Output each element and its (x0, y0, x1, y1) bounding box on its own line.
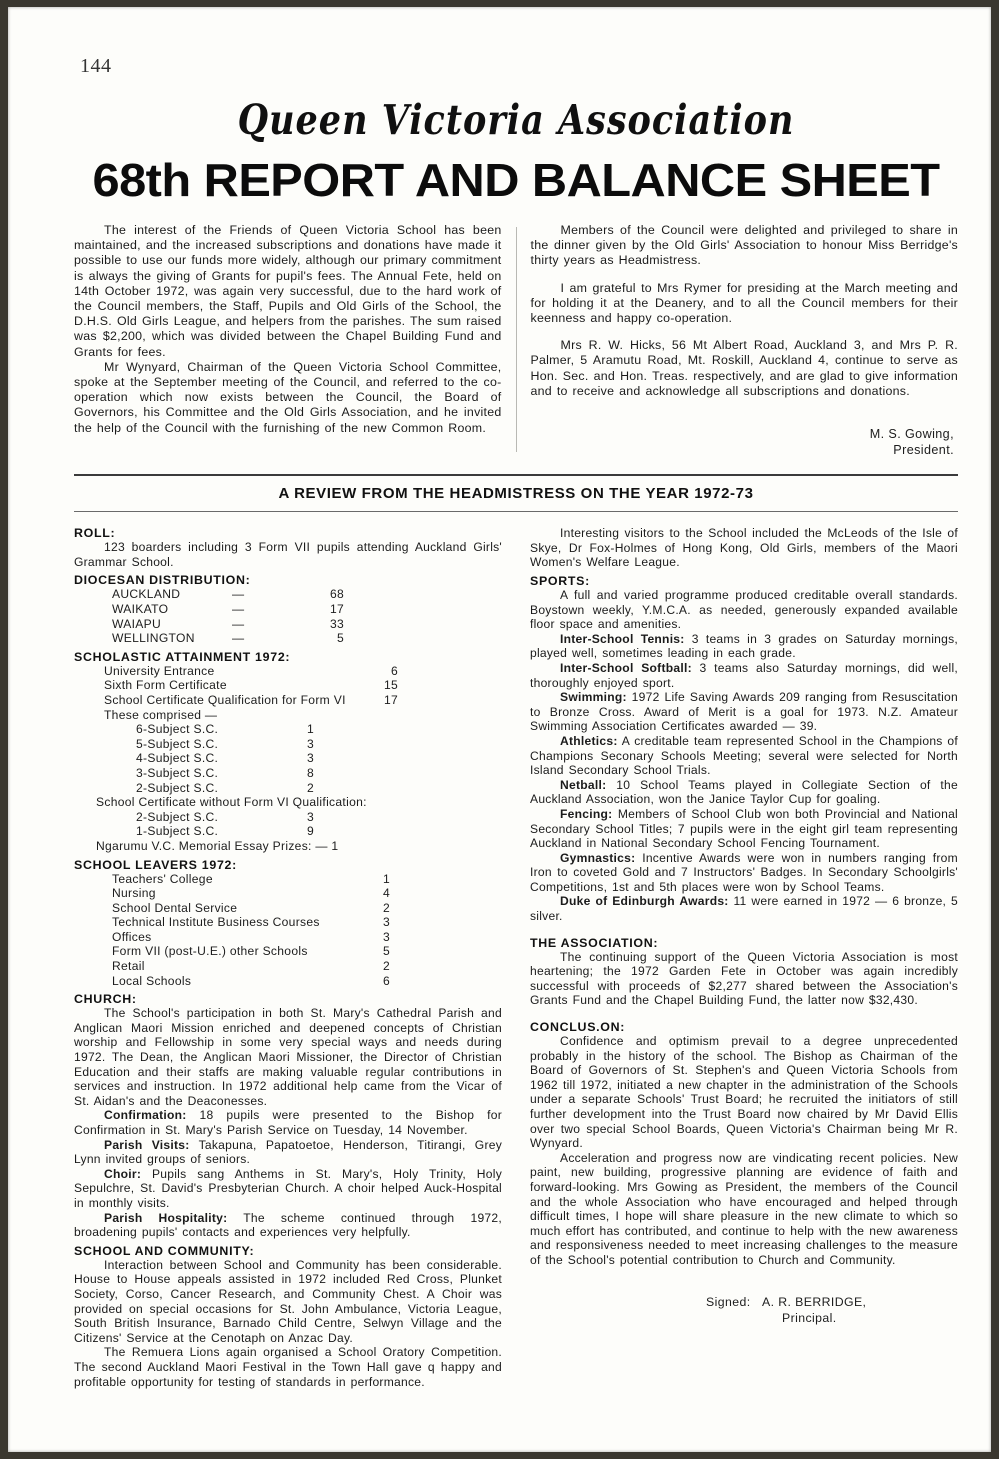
paragraph-text: The scheme continued through 1972, broadening pupils' contacts and experiences very helpfully. (74, 1210, 502, 1240)
paragraph: Interaction between School and Community has been considerable. House to House appeals assisted in 1972 included Red Cross, Plunket Society, Corso, Cancer Research, and Community Chest. A Choir was provided on special occasions for St. John Ambulance, Victoria League, South British Insurance, Barnado Child Centre, Selwyn Village and the Citizens' Service at the Cenotaph on Anzac Day. (74, 1257, 502, 1345)
paragraph-lead: Choir: (104, 1166, 142, 1181)
review-left-column (74, 526, 516, 1389)
row-name: 1-Subject S.C. (136, 824, 219, 839)
row-value: 3 (382, 929, 390, 944)
paragraph-text: 3 teams also Saturday mornings, did well, thoroughly enjoyed sport. (530, 660, 958, 690)
list-item (74, 737, 502, 752)
presidents-report-left-column (74, 223, 516, 458)
paragraph (530, 734, 958, 778)
row-name: 2-Subject S.C. (136, 809, 219, 824)
paragraph (530, 632, 958, 661)
presidents-report (74, 223, 958, 458)
row-value: 8 (306, 765, 314, 780)
row-dash: — (232, 631, 245, 646)
review-section-band (74, 474, 958, 512)
paragraph-lead: Duke of Edinburgh Awards: (560, 894, 729, 909)
president-signature (531, 427, 959, 458)
row-name: School Certificate Qualification for Form VI (104, 692, 346, 707)
paragraph: The School's participation in both St. Mary's Cathedral Parish and Anglican Maori Mission enriched and deepened concepts of Christian worship and Fellowship in some very special ways and needs during 1972. The Dean, the Anglican Maori Missioner, the Director of Christian Education and their staffs are making valuable regular contributions in services and instruction. In 1972 additional help came from the Vicar of St. Aidan's and the Deaconesses. (74, 1006, 502, 1108)
principal-signature (530, 1294, 958, 1326)
list-item (74, 886, 502, 901)
list-item (74, 631, 502, 646)
page-content (74, 55, 958, 1389)
scholastic-attainment-list (74, 664, 502, 708)
list-item (74, 901, 502, 916)
paragraph (530, 894, 958, 923)
row-value: 2 (382, 900, 390, 915)
row-value: 3 (306, 751, 314, 766)
comprised-label: These comprised — (104, 707, 218, 722)
paragraph-lead: Inter-School Softball: (560, 660, 692, 675)
paragraph: Mrs R. W. Hicks, 56 Mt Albert Road, Auckland 3, and Mrs P. R. Palmer, 5 Aramutu Road, Mt. Roskill, Auckland 4, continue to serve as Hon. Sec. and Hon. Treas. respectively, and are glad to give information and to receive and acknowledge all subscriptions and donations. (530, 338, 958, 398)
row-dash: — (232, 602, 245, 616)
list-item (74, 751, 502, 766)
signature-name: M. S. Gowing, (869, 427, 954, 442)
row-value: 6 (390, 663, 398, 678)
paragraph (74, 1138, 502, 1167)
paragraph: I am grateful to Mrs Rymer for presiding at the March meeting and for holding it at the Deanery, and to all the Council members for their keenness and happy co-operation. (530, 280, 958, 326)
paragraph-lead: Parish Hospitality: (104, 1210, 228, 1225)
row-value: 5 (336, 631, 344, 646)
list-item (74, 781, 502, 796)
list-item (74, 872, 502, 887)
row-value: 2 (382, 959, 390, 974)
paragraph-lead: Gymnastics: (560, 850, 636, 865)
review-right-column (516, 526, 958, 1389)
paragraph: 123 boarders including 3 Form VII pupils attending Auckland Girls' Grammar School. (74, 540, 502, 569)
row-value: 9 (306, 824, 314, 839)
report-title: 68th REPORT AND BALANCE SHEET (92, 154, 940, 206)
paragraph-lead: Netball: (560, 777, 607, 792)
section-heading-diocesan: DIOCESAN DISTRIBUTION: (74, 573, 251, 588)
paragraph-text: 1972 Life Saving Awards 209 ranging from Resuscitation to Bronze Cross. Award of Merit is a goal for 1973. N.Z. Amateur Swimming Association Certificates awarded — 39. (530, 690, 958, 734)
row-name: AUCKLAND (112, 587, 181, 602)
row-name: 6-Subject S.C. (136, 722, 219, 737)
row-name: WAIAPU (112, 616, 162, 631)
signed-line (706, 1294, 958, 1310)
list-item (74, 944, 502, 959)
section-heading-roll: ROLL: (74, 526, 116, 541)
association-name: Queen Victoria Association (237, 96, 795, 145)
row-value: 3 (382, 915, 390, 930)
paragraph (530, 851, 958, 895)
signed-label: Signed: (706, 1294, 751, 1309)
signed-role: Principal. (782, 1310, 837, 1325)
paragraph (530, 661, 958, 690)
paragraph: The interest of the Friends of Queen Victoria School has been maintained, and the increased subscriptions and donations have made it possible to use our funds more widely, although our primary commitment is always the giving of Grants for pupil's fees. The Annual Fete, held on 14th October 1972, was again very successful, due to the hard work of the Council members, the Staff, Pupils and Old Girls of the School, the D.H.S. Old Girls League, and helpers from the parishes. The sum raised was $2,200, which was divided between the Chapel Building Fund and Grants for fees. (74, 223, 502, 359)
section-heading-conclusion: CONCLUS.ON: (530, 1020, 626, 1035)
signature-role: President. (893, 442, 954, 457)
list-item (74, 664, 502, 679)
section-heading-church: CHURCH: (74, 992, 137, 1007)
list-item (74, 587, 502, 602)
row-name: School Dental Service (112, 900, 238, 915)
list-item (74, 974, 502, 989)
paragraph: Members of the Council were delighted and privileged to share in the dinner given by the Old Girls' Association to honour Miss Berridge's thirty years as Headmistress. (530, 223, 958, 268)
list-item (74, 810, 502, 825)
paragraph (530, 778, 958, 807)
headmistress-review (74, 526, 958, 1389)
row-name: 5-Subject S.C. (136, 736, 219, 751)
row-value: 4 (382, 886, 390, 901)
row-name: Retail (112, 959, 145, 974)
row-name: Teachers' College (112, 871, 213, 886)
row-name: Technical Institute Business Courses (112, 915, 320, 930)
school-leavers-list (74, 872, 502, 989)
comprised-breakdown-list (74, 722, 502, 795)
paragraph: Interesting visitors to the School included the McLeods of the Isle of Skye, Dr Fox-Holmes of Hong Kong, Old Girls, members of the Maori Women's Welfare League. (530, 526, 958, 570)
row-name: 4-Subject S.C. (136, 751, 219, 766)
row-name: WELLINGTON (112, 631, 195, 646)
row-value: 2 (306, 780, 314, 795)
rule-bottom (74, 511, 958, 512)
document-page (8, 7, 991, 1452)
row-name: Nursing (112, 886, 156, 901)
paragraph (530, 807, 958, 851)
paragraph: A full and varied programme produced creditable overall standards. Boystown weekly, Y.M.C.A. as needed, generously expanded available floor space and amenities. (530, 588, 958, 632)
row-value: 1 (382, 871, 390, 886)
list-item (74, 959, 502, 974)
list-item (74, 766, 502, 781)
paragraph-text: Members of School Club won both Provincial and National Secondary School Titles; 7 pupils were in the eight girl team representing Auckland in National Secondary School Fencing Tournament. (530, 806, 958, 851)
paragraph-text: A creditable team represented School in the Champions of Champions Seconary Schools Meeting; several were selected for North Island Secondary School Trials. (530, 733, 958, 778)
row-name: WAIKATO (112, 602, 169, 616)
list-item (74, 930, 502, 945)
paragraph: Confidence and optimism prevail to a degree unprecedented probably in the history of the school. The Bishop as Chairman of the Board of Governors of St. Stephen's and Queen Victoria Schools from 1962 till 1972, initiated a new chapter in the administration of the Schools under a separate Schools' Trust Board; he recruited the initiators of still further development into the Trust Board now chaired by Mr David Ellis over two special School Boards, Queen Victoria's Chairman being Mr R. Wynyard. (530, 1034, 958, 1151)
row-value: 5 (382, 944, 390, 959)
row-value: 33 (329, 616, 344, 631)
row-name: 3-Subject S.C. (136, 765, 219, 780)
row-value: 1 (306, 722, 314, 737)
row-value: 17 (383, 692, 398, 707)
paragraph-text: Takapuna, Papatoetoe, Henderson, Titirangi, Grey Lynn invited groups of seniors. (74, 1137, 503, 1167)
list-item (74, 678, 502, 693)
paragraph: The continuing support of the Queen Victoria Association is most heartening; the 1972 Garden Fete in October was again incredibly successful with proceeds of $2,277 shared between the Association's Grants Fund and the Chapel Building Fund, the latter now $32,430. (530, 949, 958, 1008)
without-qualification-label: School Certificate without Form VI Qualification: (96, 795, 367, 810)
paragraph (74, 1167, 502, 1211)
list-item (74, 693, 502, 708)
row-value: 6 (382, 973, 390, 988)
list-item (74, 824, 502, 839)
paragraph: Acceleration and progress now are vindicating recent policies. New paint, new building, progressive planning are evidence of faith and forward-looking. Mrs Gowing as President, the members of the Council and the whole Association who have encouraged and helped through difficult times, I hope will share pleasure in the new climate to which so much effort has contributed, and continue to help with the new awareness and responsiveness needed to meet increasing challenges to the measure of the School's potential contribution to Church and Community. (530, 1150, 958, 1267)
section-heading-school-and-community: SCHOOL AND COMMUNITY: (74, 1243, 255, 1258)
paragraph-lead: Athletics: (560, 733, 618, 748)
row-name: University Entrance (104, 663, 215, 678)
list-item (74, 602, 502, 617)
without-qualification-list (74, 810, 502, 839)
section-heading-sports: SPORTS: (530, 574, 590, 588)
row-name: Sixth Form Certificate (104, 678, 227, 693)
paragraph-text: 10 School Teams played in Collegiate Section of the Auckland Association, won the Janice Taylor Cup for goaling. (530, 777, 958, 807)
essay-prizes-line: Ngarumu V.C. Memorial Essay Prizes: — 1 (96, 838, 339, 853)
row-value: 15 (383, 678, 398, 693)
row-value: 17 (329, 602, 344, 616)
masthead (74, 96, 958, 207)
paragraph-text: 3 teams in 3 grades on Saturday mornings, played well, sometimes leading in each grade. (530, 631, 958, 661)
paragraph-text: 11 were earned in 1972 — 6 bronze, 5 silver. (530, 894, 959, 924)
row-value: 3 (306, 736, 314, 751)
row-dash: — (232, 587, 245, 602)
paragraph (74, 1211, 502, 1240)
paragraph: The Remuera Lions again organised a School Oratory Competition. The second Auckland Maori Festival in the Town Hall gave q happy and profitable opportunity for testing of standards in performance. (74, 1345, 502, 1389)
row-name: Form VII (post-U.E.) other Schools (112, 944, 308, 959)
paragraph (74, 1108, 502, 1137)
review-band-title: A REVIEW FROM THE HEADMISTRESS ON THE YEAR 1972-73 (278, 485, 754, 503)
list-item (74, 617, 502, 632)
signed-name: A. R. BERRIDGE, (761, 1294, 867, 1309)
paragraph-lead: Swimming: (560, 690, 627, 705)
row-value: 68 (329, 587, 344, 602)
section-heading-scholastic: SCHOLASTIC ATTAINMENT 1972: (74, 649, 291, 664)
list-item (74, 915, 502, 930)
paragraph-lead: Fencing: (560, 806, 613, 821)
paragraph (530, 690, 958, 734)
presidents-report-right-column (517, 223, 959, 458)
row-name: Local Schools (112, 973, 192, 988)
paragraph-text: Pupils sang Anthems in St. Mary's, Holy Trinity, Holy Sepulchre, St. David's Presbyterian Church. A choir helped Auck-Hospital in monthly visits. (74, 1166, 502, 1210)
paragraph-text: Incentive Awards were won in numbers ranging from Iron to coveted Gold and 7 Instructors' Badges. In Secondary Schoolgirls' Competitions, 1st and 5th places were won by School Teams. (530, 850, 958, 894)
paragraph-lead: Inter-School Tennis: (560, 631, 685, 646)
page-number: 144 (80, 55, 112, 77)
paragraph: Mr Wynyard, Chairman of the Queen Victoria School Committee, spoke at the September meeting of the Council, and referred to the co-operation which now exists between the Council, the Board of Governors, his Committee and the Old Girls Association, and he invited the help of the Council with the furnishing of the new Common Room. (74, 359, 502, 435)
list-item (74, 722, 502, 737)
section-heading-the-association: THE ASSOCIATION: (530, 935, 659, 950)
row-name: Offices (112, 929, 152, 944)
diocesan-distribution-list (74, 587, 502, 645)
row-name: 2-Subject S.C. (136, 780, 219, 795)
paragraph-lead: Parish Visits: (104, 1137, 190, 1152)
row-value: 3 (306, 809, 314, 824)
section-heading-school-leavers: SCHOOL LEAVERS 1972: (74, 857, 237, 872)
row-dash: — (232, 616, 245, 631)
paragraph-text: 18 pupils were presented to the Bishop for Confirmation in St. Mary's Parish Service on Tuesday, 14 November. (74, 1108, 502, 1137)
paragraph-lead: Confirmation: (104, 1108, 187, 1123)
